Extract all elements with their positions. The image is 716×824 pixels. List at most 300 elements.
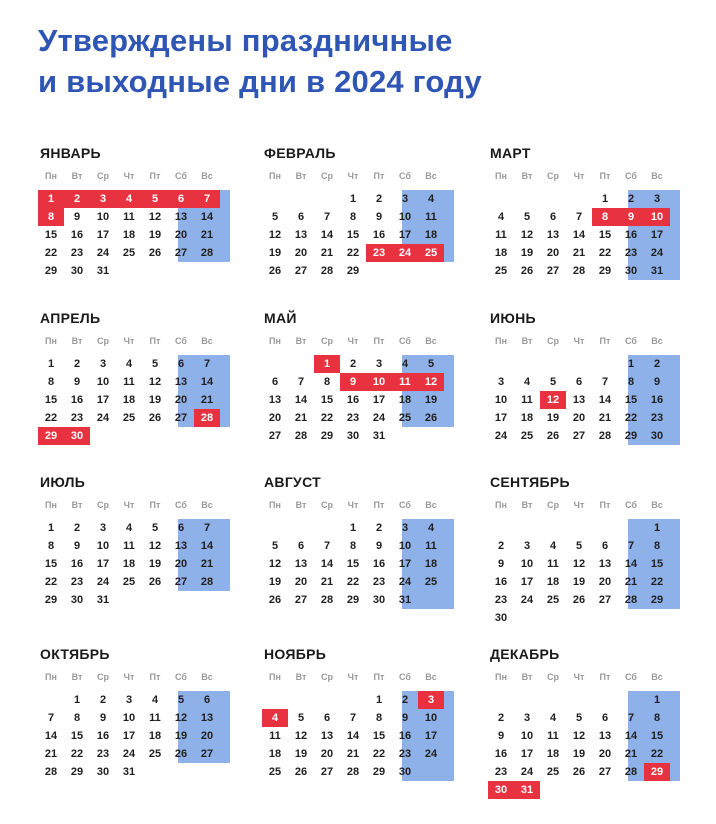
day-cell: 28	[200, 247, 214, 259]
day-cell: 20	[268, 412, 282, 424]
weekday-label: Пт	[149, 336, 161, 346]
weekday-label: Вс	[425, 171, 437, 181]
weekday-label: Сб	[625, 336, 637, 346]
day-cell: 25	[520, 430, 534, 442]
month-10	[38, 646, 238, 796]
month-name: ИЮЛЬ	[40, 474, 86, 490]
day-cell: 15	[346, 558, 360, 570]
day-cell: 9	[653, 376, 661, 388]
weekday-label: Вс	[651, 171, 663, 181]
day-cell: 13	[200, 712, 214, 724]
day-cell: 1	[653, 522, 661, 534]
day-cell: 10	[424, 712, 438, 724]
day-cell: 15	[650, 558, 664, 570]
day-cell: 13	[294, 558, 308, 570]
day-cell: 27	[174, 412, 188, 424]
day-cell: 18	[494, 247, 508, 259]
day-cell: 8	[653, 712, 661, 724]
day-cell: 3	[401, 193, 409, 205]
day-cell: 18	[424, 229, 438, 241]
day-cell: 25	[424, 247, 438, 259]
day-cell: 12	[148, 376, 162, 388]
day-cell: 25	[494, 265, 508, 277]
day-cell: 13	[598, 730, 612, 742]
day-cell: 28	[624, 766, 638, 778]
day-cell: 17	[122, 730, 136, 742]
day-cell: 24	[122, 748, 136, 760]
day-cell: 4	[549, 540, 557, 552]
day-cell: 2	[497, 712, 505, 724]
day-cell: 9	[375, 540, 383, 552]
day-cell: 3	[523, 540, 531, 552]
day-cell: 26	[424, 412, 438, 424]
day-cell: 13	[546, 229, 560, 241]
month-name: АВГУСТ	[264, 474, 321, 490]
month-name: ФЕВРАЛЬ	[264, 145, 336, 161]
day-cell: 17	[96, 394, 110, 406]
day-cell: 30	[494, 612, 508, 624]
day-cell: 12	[268, 229, 282, 241]
day-cell: 1	[47, 193, 55, 205]
weekday-label: Сб	[175, 500, 187, 510]
weekday-label: Пн	[495, 500, 507, 510]
weekday-label: Чт	[347, 336, 359, 346]
day-cell: 22	[346, 576, 360, 588]
day-cell: 24	[650, 247, 664, 259]
day-cell: 28	[320, 265, 334, 277]
day-cell: 4	[549, 712, 557, 724]
day-cell: 18	[122, 558, 136, 570]
weekday-label: Пт	[599, 336, 611, 346]
day-cell: 15	[624, 394, 638, 406]
day-cell: 31	[650, 265, 664, 277]
day-cell: 28	[320, 594, 334, 606]
month-4	[38, 310, 238, 460]
day-cell: 19	[268, 576, 282, 588]
weekday-label: Вт	[71, 171, 83, 181]
day-cell: 26	[572, 594, 586, 606]
day-cell: 4	[427, 522, 435, 534]
day-cell: 11	[149, 712, 161, 724]
day-cell: 4	[151, 694, 159, 706]
weekday-label: Пн	[495, 672, 507, 682]
day-cell: 10	[122, 712, 136, 724]
day-cell: 22	[44, 247, 58, 259]
day-cell: 17	[372, 394, 386, 406]
day-cell: 24	[424, 748, 438, 760]
day-cell: 20	[598, 576, 612, 588]
day-cell: 4	[427, 193, 435, 205]
weekday-label: Ср	[547, 672, 559, 682]
day-cell: 24	[520, 594, 534, 606]
day-cell: 3	[375, 358, 383, 370]
day-cell: 23	[70, 576, 84, 588]
weekday-label: Вт	[295, 171, 307, 181]
day-cell: 17	[650, 229, 664, 241]
day-cell: 8	[349, 540, 357, 552]
day-cell: 4	[497, 211, 505, 223]
day-cell: 6	[549, 211, 557, 223]
day-cell: 21	[572, 247, 586, 259]
day-cell: 8	[349, 211, 357, 223]
day-cell: 27	[268, 430, 282, 442]
day-cell: 29	[624, 430, 638, 442]
day-cell: 4	[125, 358, 133, 370]
day-cell: 11	[547, 558, 559, 570]
day-cell: 18	[546, 748, 560, 760]
day-cell: 13	[174, 211, 188, 223]
day-cell: 20	[598, 748, 612, 760]
month-name: ДЕКАБРЬ	[490, 646, 560, 662]
month-name: ИЮНЬ	[490, 310, 536, 326]
day-cell: 25	[424, 576, 438, 588]
day-cell: 29	[372, 766, 386, 778]
day-cell: 27	[174, 247, 188, 259]
month-5	[262, 310, 462, 460]
title-line-2: и выходные дни в 2024 году	[38, 64, 482, 99]
day-cell: 22	[372, 748, 386, 760]
day-cell: 25	[398, 412, 412, 424]
day-cell: 22	[346, 247, 360, 259]
weekday-label: Чт	[347, 672, 359, 682]
day-cell: 14	[200, 540, 214, 552]
day-cell: 26	[268, 265, 282, 277]
weekday-label: Чт	[573, 672, 585, 682]
month-name: ОКТЯБРЬ	[40, 646, 110, 662]
day-cell: 29	[320, 430, 334, 442]
day-cell: 4	[523, 376, 531, 388]
weekday-label: Вт	[71, 672, 83, 682]
day-cell: 16	[494, 748, 508, 760]
weekday-label: Чт	[573, 336, 585, 346]
day-cell: 8	[47, 540, 55, 552]
day-cell: 9	[73, 376, 81, 388]
day-cell: 28	[294, 430, 308, 442]
day-cell: 11	[399, 376, 411, 388]
day-cell: 11	[521, 394, 533, 406]
day-cell: 9	[73, 211, 81, 223]
day-cell: 11	[547, 730, 559, 742]
day-cell: 16	[70, 229, 84, 241]
day-cell: 17	[96, 558, 110, 570]
weekday-label: Вс	[651, 672, 663, 682]
day-cell: 25	[122, 412, 136, 424]
day-cell: 10	[372, 376, 386, 388]
weekday-label: Пт	[149, 171, 161, 181]
day-cell: 26	[546, 430, 560, 442]
day-cell: 8	[323, 376, 331, 388]
day-cell: 3	[125, 694, 133, 706]
day-cell: 14	[624, 558, 638, 570]
day-cell: 25	[148, 748, 162, 760]
day-cell: 10	[520, 558, 534, 570]
day-cell: 6	[323, 712, 331, 724]
day-cell: 9	[375, 211, 383, 223]
day-cell: 26	[148, 247, 162, 259]
day-cell: 16	[96, 730, 110, 742]
day-cell: 10	[494, 394, 508, 406]
weekday-label: Вс	[201, 672, 213, 682]
day-cell: 3	[99, 522, 107, 534]
day-cell: 28	[44, 766, 58, 778]
weekday-label: Пн	[269, 672, 281, 682]
weekday-label: Вс	[425, 336, 437, 346]
day-cell: 31	[96, 594, 110, 606]
day-cell: 17	[520, 748, 534, 760]
month-3	[488, 145, 688, 295]
day-cell: 29	[44, 594, 58, 606]
day-cell: 24	[96, 576, 110, 588]
day-cell: 30	[96, 766, 110, 778]
weekday-label: Вс	[651, 336, 663, 346]
day-cell: 13	[320, 730, 334, 742]
weekday-label: Сб	[625, 171, 637, 181]
day-cell: 14	[200, 376, 214, 388]
day-cell: 5	[271, 211, 279, 223]
day-cell: 21	[200, 394, 214, 406]
weekday-label: Сб	[175, 171, 187, 181]
day-cell: 20	[320, 748, 334, 760]
day-cell: 2	[349, 358, 357, 370]
day-cell: 12	[424, 376, 438, 388]
day-cell: 11	[123, 376, 135, 388]
day-cell: 9	[99, 712, 107, 724]
day-cell: 23	[398, 748, 412, 760]
day-cell: 12	[572, 558, 586, 570]
day-cell: 15	[44, 558, 58, 570]
day-cell: 20	[294, 576, 308, 588]
day-cell: 26	[572, 766, 586, 778]
day-cell: 26	[520, 265, 534, 277]
weekday-label: Ср	[97, 171, 109, 181]
day-cell: 21	[598, 412, 612, 424]
weekday-label: Вс	[201, 500, 213, 510]
day-cell: 29	[44, 430, 58, 442]
day-cell: 6	[177, 358, 185, 370]
day-cell: 3	[401, 522, 409, 534]
day-cell: 18	[122, 394, 136, 406]
day-cell: 30	[70, 430, 84, 442]
day-cell: 22	[44, 576, 58, 588]
day-cell: 21	[44, 748, 58, 760]
day-cell: 20	[174, 558, 188, 570]
weekday-label: Пт	[373, 672, 385, 682]
day-cell: 2	[73, 358, 81, 370]
day-cell: 31	[520, 784, 534, 796]
day-cell: 7	[349, 712, 357, 724]
day-cell: 21	[624, 748, 638, 760]
day-cell: 26	[268, 594, 282, 606]
day-cell: 18	[424, 558, 438, 570]
day-cell: 3	[653, 193, 661, 205]
day-cell: 19	[268, 247, 282, 259]
day-cell: 7	[627, 540, 635, 552]
day-cell: 21	[200, 229, 214, 241]
day-cell: 7	[203, 522, 211, 534]
weekday-label: Чт	[573, 500, 585, 510]
day-cell: 21	[624, 576, 638, 588]
day-cell: 17	[398, 229, 412, 241]
day-cell: 30	[346, 430, 360, 442]
day-cell: 11	[425, 540, 437, 552]
day-cell: 15	[598, 229, 612, 241]
day-cell: 18	[122, 229, 136, 241]
day-cell: 23	[372, 576, 386, 588]
day-cell: 14	[624, 730, 638, 742]
weekday-label: Сб	[625, 500, 637, 510]
day-cell: 27	[546, 265, 560, 277]
day-cell: 30	[494, 784, 508, 796]
day-cell: 17	[96, 229, 110, 241]
day-cell: 22	[44, 412, 58, 424]
weekday-label: Чт	[123, 500, 135, 510]
weekday-label: Вс	[651, 500, 663, 510]
weekday-label: Вт	[295, 672, 307, 682]
weekday-label: Вт	[521, 171, 533, 181]
day-cell: 4	[271, 712, 279, 724]
day-cell: 15	[70, 730, 84, 742]
day-cell: 25	[268, 766, 282, 778]
day-cell: 24	[520, 766, 534, 778]
day-cell: 16	[650, 394, 664, 406]
day-cell: 10	[398, 540, 412, 552]
weekday-label: Пт	[149, 672, 161, 682]
weekday-label: Пт	[599, 672, 611, 682]
day-cell: 23	[494, 766, 508, 778]
weekday-label: Вт	[521, 672, 533, 682]
day-cell: 17	[424, 730, 438, 742]
weekday-label: Пн	[495, 171, 507, 181]
day-cell: 3	[523, 712, 531, 724]
day-cell: 24	[494, 430, 508, 442]
weekday-label: Вс	[425, 500, 437, 510]
day-cell: 6	[203, 694, 211, 706]
day-cell: 1	[349, 193, 357, 205]
weekday-label: Сб	[399, 672, 411, 682]
day-cell: 6	[297, 211, 305, 223]
day-cell: 19	[424, 394, 438, 406]
day-cell: 7	[297, 376, 305, 388]
weekday-label: Сб	[399, 171, 411, 181]
weekday-label: Вт	[521, 336, 533, 346]
day-cell: 29	[346, 594, 360, 606]
day-cell: 14	[200, 211, 214, 223]
day-cell: 12	[572, 730, 586, 742]
day-cell: 31	[372, 430, 386, 442]
day-cell: 27	[320, 766, 334, 778]
day-cell: 11	[123, 540, 135, 552]
day-cell: 18	[268, 748, 282, 760]
day-cell: 28	[598, 430, 612, 442]
day-cell: 16	[494, 576, 508, 588]
day-cell: 2	[497, 540, 505, 552]
day-cell: 20	[546, 247, 560, 259]
day-cell: 24	[96, 412, 110, 424]
day-cell: 12	[148, 540, 162, 552]
day-cell: 1	[323, 358, 331, 370]
day-cell: 27	[598, 594, 612, 606]
month-name: ЯНВАРЬ	[40, 145, 101, 161]
day-cell: 4	[125, 522, 133, 534]
day-cell: 1	[349, 522, 357, 534]
day-cell: 7	[575, 211, 583, 223]
weekday-label: Пт	[373, 500, 385, 510]
day-cell: 20	[572, 412, 586, 424]
month-6	[488, 310, 688, 460]
day-cell: 3	[99, 193, 107, 205]
weekday-label: Ср	[321, 672, 333, 682]
day-cell: 7	[47, 712, 55, 724]
day-cell: 28	[624, 594, 638, 606]
day-cell: 29	[598, 265, 612, 277]
day-cell: 10	[96, 376, 110, 388]
day-cell: 17	[494, 412, 508, 424]
day-cell: 6	[297, 540, 305, 552]
day-cell: 17	[520, 576, 534, 588]
day-cell: 21	[346, 748, 360, 760]
weekday-label: Ср	[321, 336, 333, 346]
day-cell: 24	[372, 412, 386, 424]
day-cell: 1	[73, 694, 81, 706]
day-cell: 10	[520, 730, 534, 742]
day-cell: 25	[122, 576, 136, 588]
day-cell: 28	[346, 766, 360, 778]
weekday-label: Ср	[321, 500, 333, 510]
day-cell: 7	[203, 358, 211, 370]
month-7	[38, 474, 238, 624]
day-cell: 15	[44, 229, 58, 241]
day-cell: 30	[70, 265, 84, 277]
month-name: МАЙ	[264, 310, 297, 326]
day-cell: 3	[497, 376, 505, 388]
day-cell: 24	[398, 576, 412, 588]
weekday-label: Ср	[321, 171, 333, 181]
weekday-label: Пт	[149, 500, 161, 510]
day-cell: 10	[650, 211, 664, 223]
day-cell: 30	[70, 594, 84, 606]
day-cell: 30	[372, 594, 386, 606]
day-cell: 27	[294, 265, 308, 277]
day-cell: 23	[70, 247, 84, 259]
day-cell: 29	[346, 265, 360, 277]
weekday-label: Ср	[547, 500, 559, 510]
day-cell: 3	[427, 694, 435, 706]
day-cell: 19	[572, 576, 586, 588]
day-cell: 16	[398, 730, 412, 742]
day-cell: 19	[572, 748, 586, 760]
day-cell: 1	[47, 358, 55, 370]
day-cell: 9	[497, 730, 505, 742]
day-cell: 13	[174, 376, 188, 388]
day-cell: 16	[624, 229, 638, 241]
day-cell: 23	[650, 412, 664, 424]
day-cell: 20	[174, 229, 188, 241]
day-cell: 6	[271, 376, 279, 388]
day-cell: 8	[73, 712, 81, 724]
day-cell: 5	[177, 694, 185, 706]
day-cell: 15	[650, 730, 664, 742]
day-cell: 12	[174, 712, 188, 724]
day-cell: 11	[425, 211, 437, 223]
weekday-label: Чт	[573, 171, 585, 181]
weekday-label: Сб	[399, 500, 411, 510]
day-cell: 21	[320, 576, 334, 588]
month-name: АПРЕЛЬ	[40, 310, 101, 326]
day-cell: 7	[601, 376, 609, 388]
day-cell: 9	[627, 211, 635, 223]
day-cell: 7	[323, 211, 331, 223]
month-name: МАРТ	[490, 145, 531, 161]
